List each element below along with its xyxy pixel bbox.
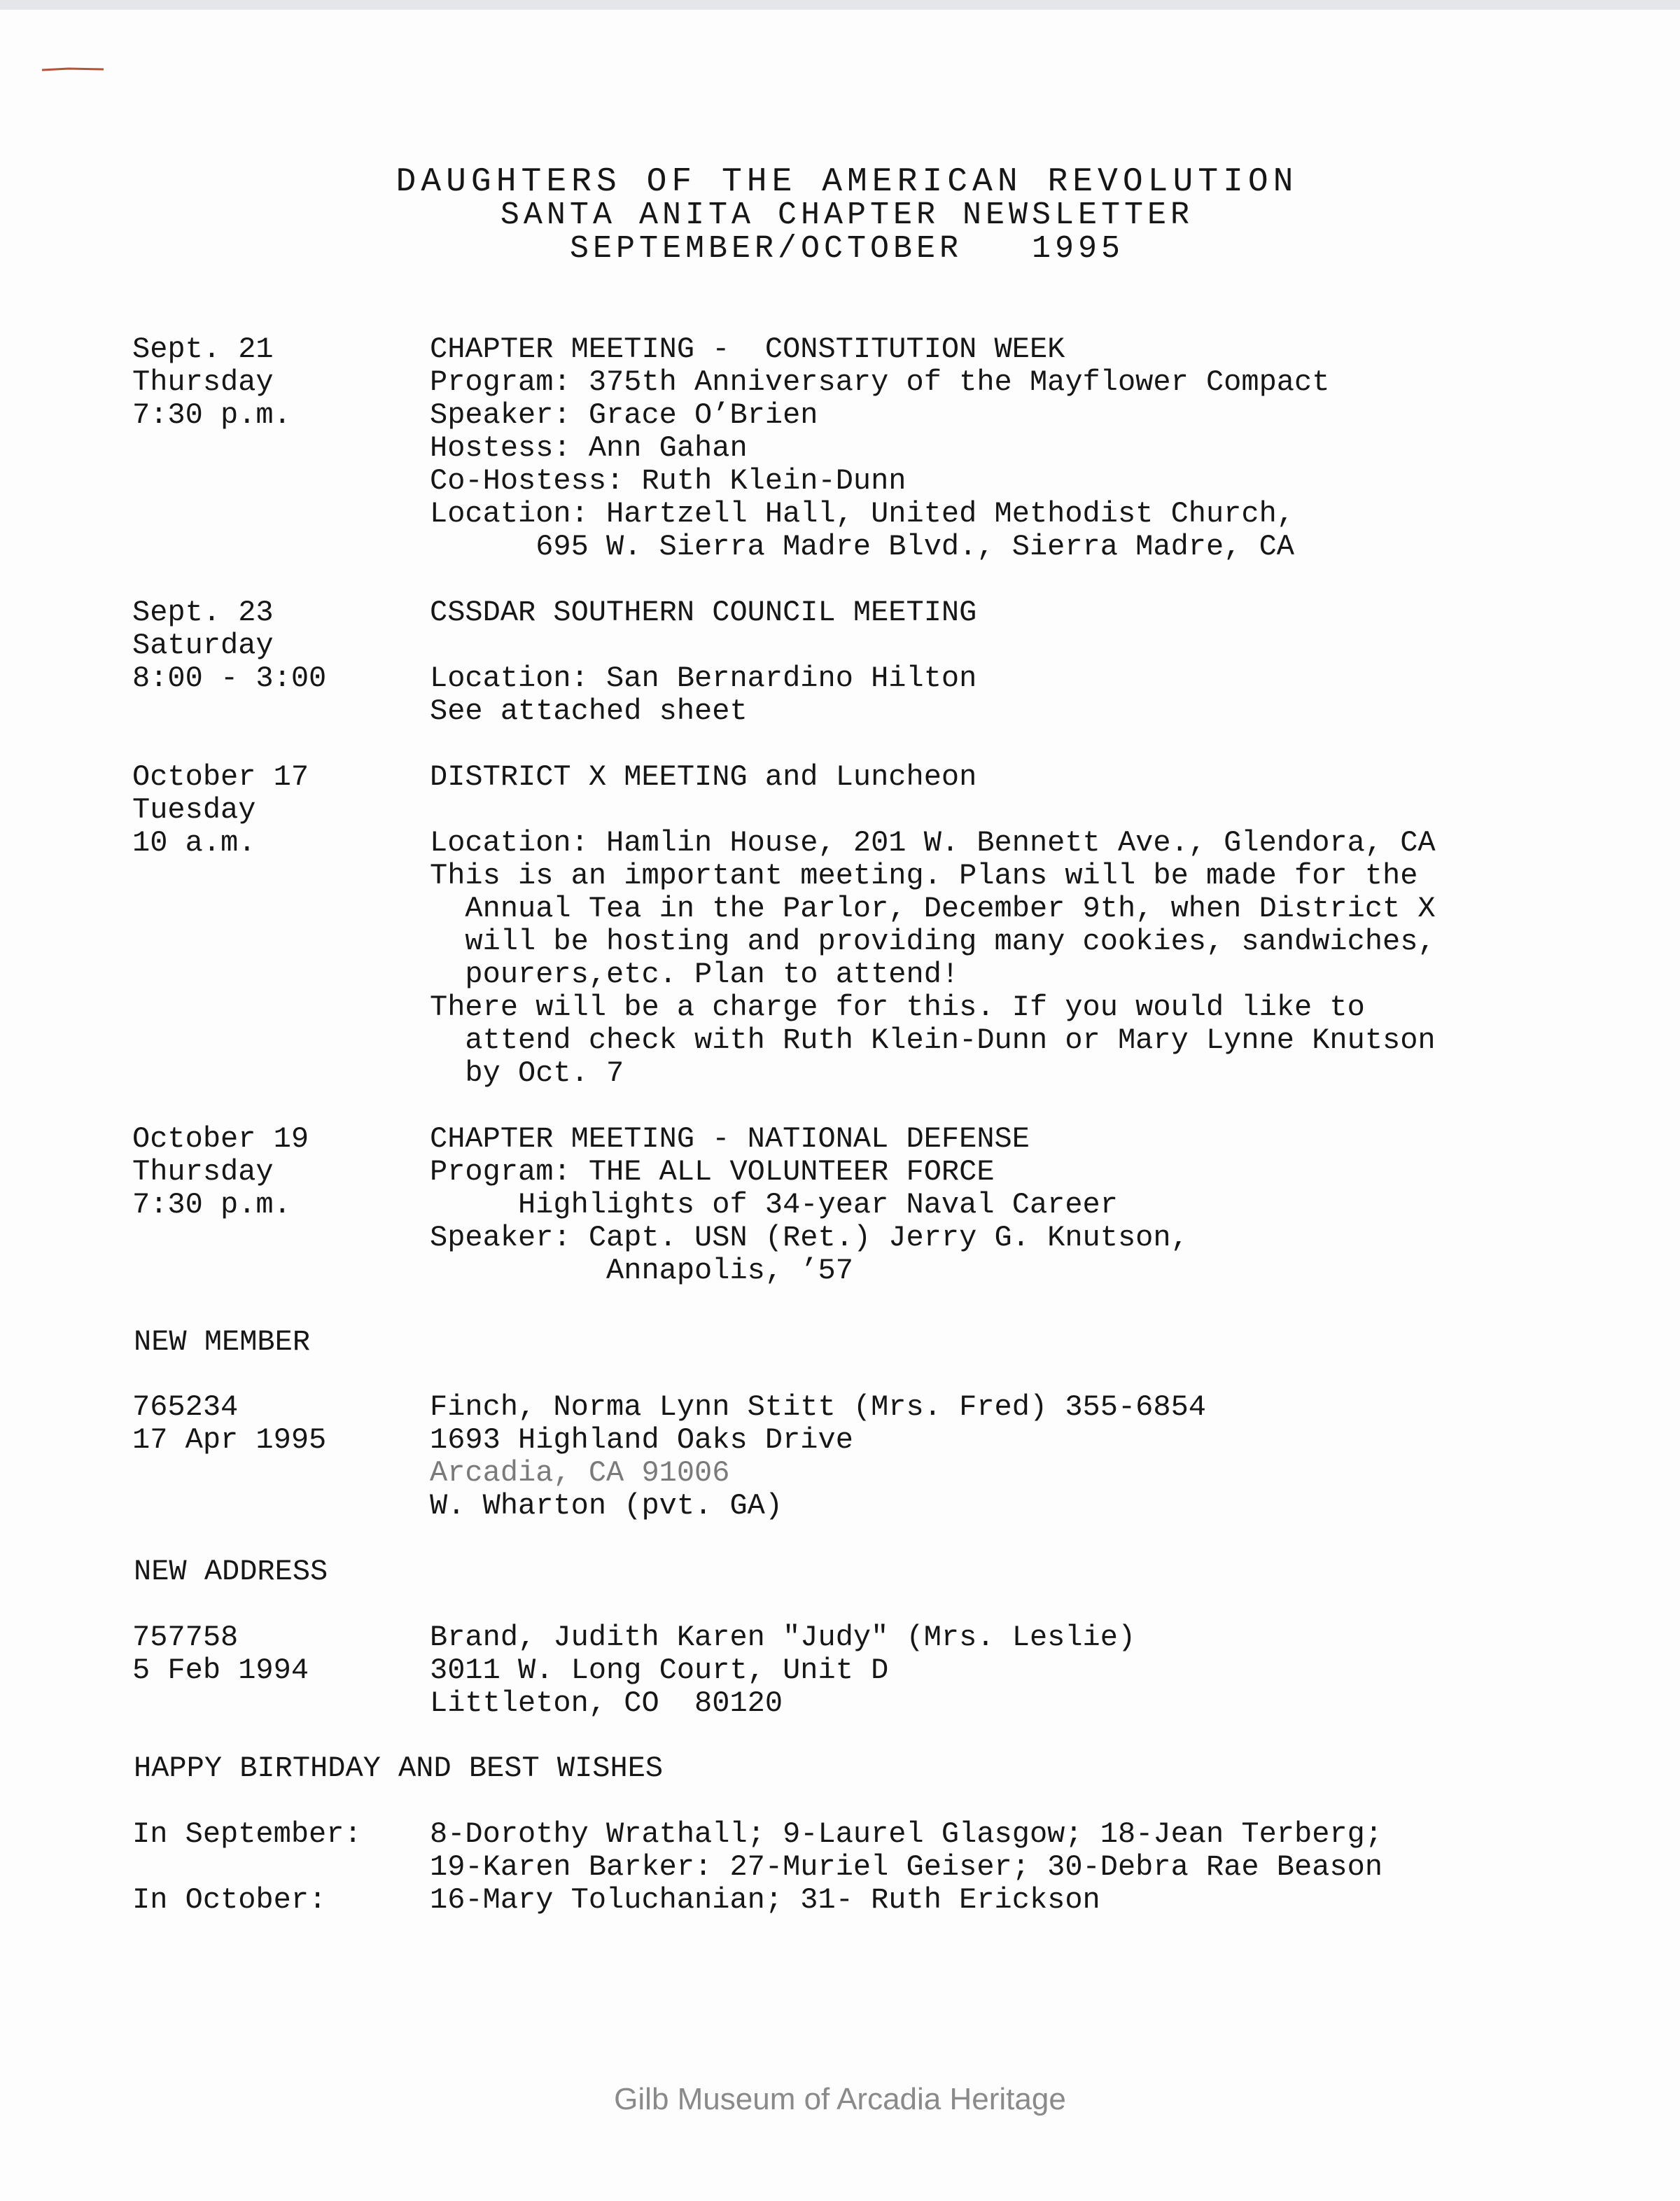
event-time: 7:30 p.m. — [132, 398, 291, 432]
masthead — [84, 165, 1610, 266]
event-line: This is an important meeting. Plans will be made for the — [430, 859, 1418, 893]
event-time: 10 a.m. — [132, 826, 256, 860]
event-title: CHAPTER MEETING - CONSTITUTION WEEK — [430, 333, 1065, 366]
member-date: 5 Feb 1994 — [132, 1654, 309, 1687]
event-date: October 17 — [132, 760, 309, 794]
month-label: In September: — [132, 1817, 362, 1851]
event-time: 8:00 - 3:00 — [132, 662, 327, 695]
event-line: will be hosting and providing many cookies, sandwiches, — [430, 925, 1436, 958]
event-date: October 19 — [132, 1122, 309, 1156]
event-line: Location: San Bernardino Hilton — [430, 662, 977, 695]
event-day: Thursday — [132, 1155, 274, 1189]
ink-mark — [41, 67, 125, 73]
birthday-line: 19-Karen Barker: 27-Muriel Geiser; 30-Debra Rae Beason — [430, 1850, 1383, 1884]
section-heading: HAPPY BIRTHDAY AND BEST WISHES — [134, 1752, 664, 1785]
event-day: Thursday — [132, 365, 274, 399]
address-line: 3011 W. Long Court, Unit D — [430, 1654, 889, 1687]
event-line: Highlights of 34-year Naval Career — [430, 1188, 1118, 1222]
masthead-issue: SEPTEMBER/OCTOBER 1995 — [569, 231, 1125, 267]
event-line: pourers,etc. Plan to attend! — [430, 958, 960, 991]
scan-edge — [0, 0, 1680, 10]
address-line: Brand, Judith Karen "Judy" (Mrs. Leslie) — [430, 1621, 1136, 1654]
birthday-line: 16-Mary Toluchanian; 31- Ruth Erickson — [430, 1883, 1100, 1917]
member-line: 1693 Highland Oaks Drive — [430, 1423, 853, 1457]
member-line: Finch, Norma Lynn Stitt (Mrs. Fred) 355-6854 — [430, 1390, 1206, 1424]
event-line: Speaker: Grace O’Brien — [430, 398, 818, 432]
section-heading: NEW MEMBER — [134, 1325, 311, 1359]
event-day: Tuesday — [132, 793, 256, 827]
event-line: See attached sheet — [430, 694, 748, 728]
section-heading: NEW ADDRESS — [134, 1555, 328, 1588]
event-line: by Oct. 7 — [430, 1056, 624, 1090]
event-line: Program: 375th Anniversary of the Mayflower Compact — [430, 365, 1330, 399]
event-line: 695 W. Sierra Madre Blvd., Sierra Madre, CA — [430, 530, 1295, 564]
event-line: Location: Hamlin House, 201 W. Bennett Ave., Glendora, CA — [430, 826, 1436, 860]
event-date: Sept. 23 — [132, 596, 274, 629]
birthday-line: 8-Dorothy Wrathall; 9-Laurel Glasgow; 18-Jean Terberg; — [430, 1817, 1383, 1851]
address-line: Littleton, CO 80120 — [430, 1686, 783, 1720]
event-title: DISTRICT X MEETING and Luncheon — [430, 760, 977, 794]
member-line: W. Wharton (pvt. GA) — [430, 1489, 783, 1523]
museum-watermark: Gilb Museum of Arcadia Heritage — [614, 2082, 1066, 2116]
event-day: Saturday — [132, 629, 274, 662]
member-line: Arcadia, CA 91006 — [430, 1456, 730, 1490]
event-title: CSSDAR SOUTHERN COUNCIL MEETING — [430, 596, 977, 629]
event-time: 7:30 p.m. — [132, 1188, 291, 1222]
member-id: 757758 — [132, 1621, 239, 1654]
event-line: Hostess: Ann Gahan — [430, 431, 748, 465]
month-label: In October: — [132, 1883, 327, 1917]
event-title: CHAPTER MEETING - NATIONAL DEFENSE — [430, 1122, 1030, 1156]
event-line: There will be a charge for this. If you would like to — [430, 991, 1365, 1024]
event-date: Sept. 21 — [132, 333, 274, 366]
event-line: Speaker: Capt. USN (Ret.) Jerry G. Knutson, — [430, 1221, 1189, 1255]
event-line: Co-Hostess: Ruth Klein-Dunn — [430, 464, 906, 498]
member-date: 17 Apr 1995 — [132, 1423, 327, 1457]
member-id: 765234 — [132, 1390, 239, 1424]
event-line: Location: Hartzell Hall, United Methodist Church, — [430, 497, 1295, 531]
masthead-title: DAUGHTERS OF THE AMERICAN REVOLUTION — [396, 163, 1298, 201]
event-line: Program: THE ALL VOLUNTEER FORCE — [430, 1155, 995, 1189]
masthead-chapter: SANTA ANITA CHAPTER NEWSLETTER — [500, 197, 1194, 233]
event-line: Annual Tea in the Parlor, December 9th, when District X — [430, 892, 1436, 925]
event-line: Annapolis, ’57 — [430, 1254, 853, 1287]
event-line: attend check with Ruth Klein-Dunn or Mary Lynne Knutson — [430, 1023, 1436, 1057]
